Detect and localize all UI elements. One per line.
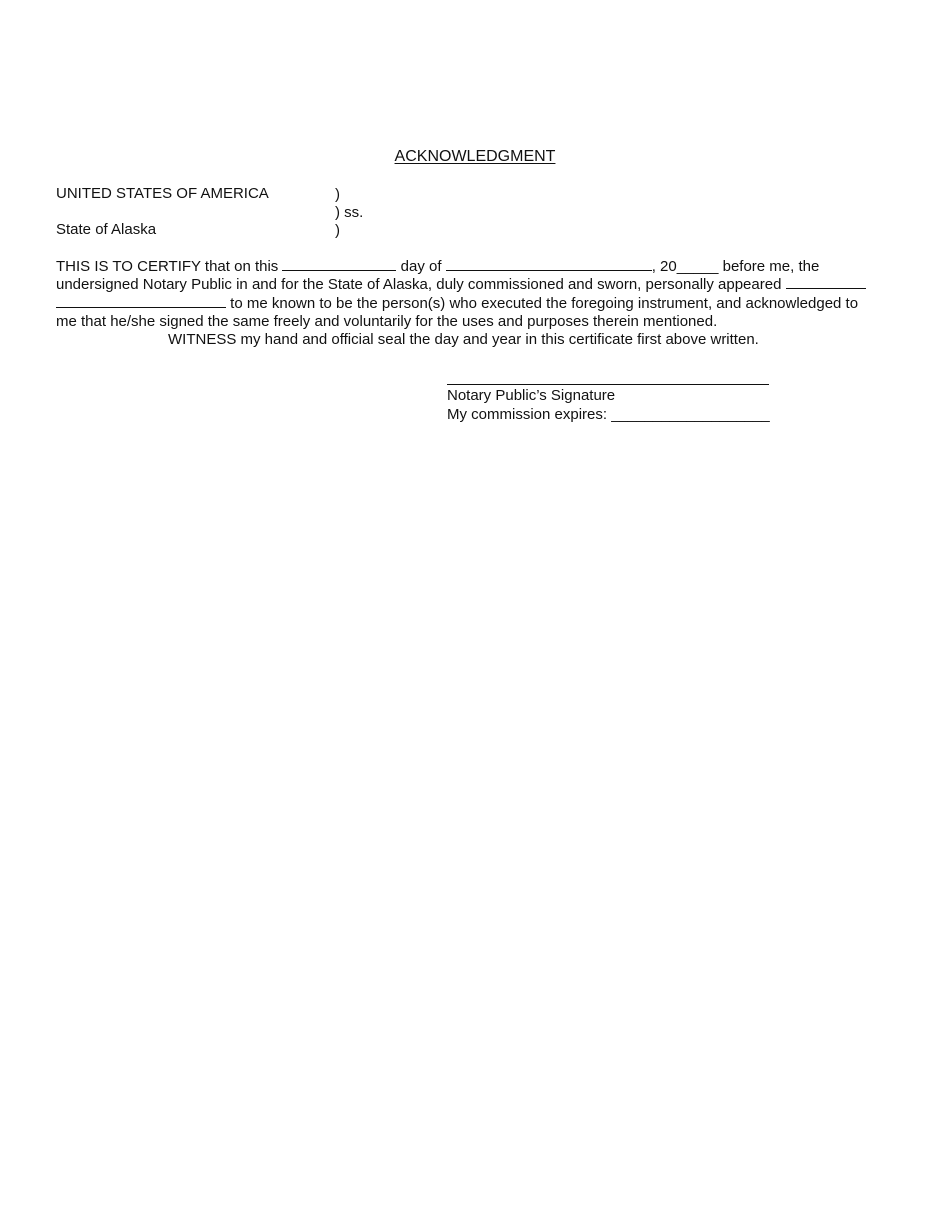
certify-text-5: to me known to be the person(s) who executed the foregoing instrument, and acknowledged to [230,295,859,312]
certify-text-4: undersigned Notary Public in and for the State of Alaska, duly commissioned and sworn, personally appeared [56,276,782,293]
venue-country: UNITED STATES OF AMERICA [56,185,269,202]
venue-ss: ) ss. [335,204,364,221]
venue-paren-bottom: ) [335,222,340,239]
certify-text-2: day of [400,258,442,275]
signature-label: Notary Public’s Signature [447,387,616,404]
page-title: ACKNOWLEDGMENT [394,148,556,165]
witness-line: WITNESS my hand and official seal the day and year in this certificate first above written. [168,331,759,348]
venue-paren-top: ) [335,186,340,203]
day-number-blank[interactable] [282,257,396,271]
appeared-name-blank-1[interactable] [786,275,866,289]
appeared-name-blank-2[interactable] [56,294,226,308]
month-blank[interactable] [446,257,652,271]
signature-line[interactable] [447,384,769,385]
certify-text-1: THIS IS TO CERTIFY that on this [56,258,279,275]
commission-expires-label: My commission expires: ___________________ [447,406,770,423]
certify-line-2 [56,275,866,294]
venue-state: State of Alaska [56,221,157,238]
certify-line-1 [56,257,819,276]
certify-line-4: me that he/she signed the same freely and voluntarily for the uses and purposes therein mentioned. [56,313,718,330]
certify-line-3 [56,294,858,313]
certify-text-3: , 20_____ before me, the [651,258,820,275]
